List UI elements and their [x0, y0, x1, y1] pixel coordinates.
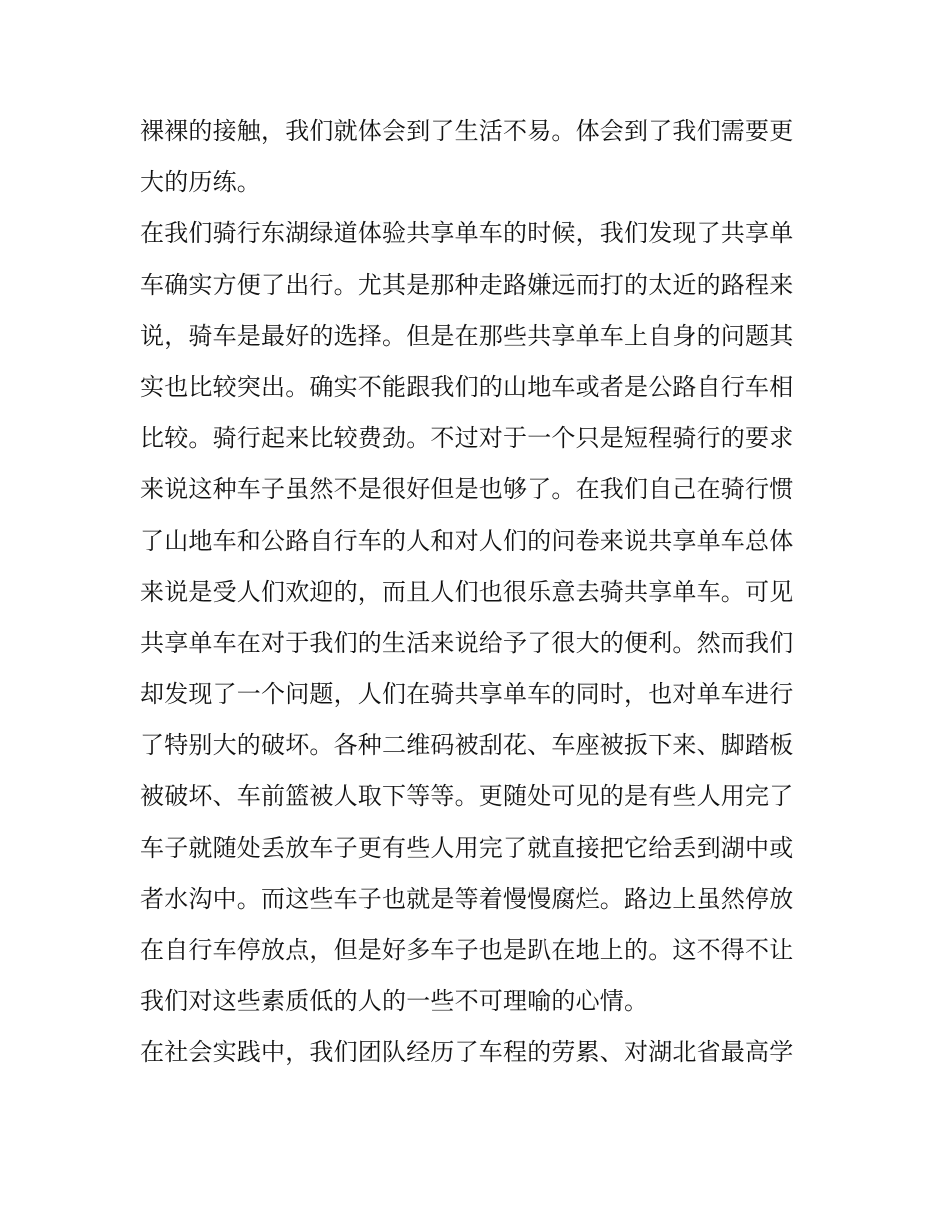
text-line: 比较。骑行起来比较费劲。不过对于一个只是短程骑行的要求 — [140, 424, 794, 453]
text-line: 却发现了一个问题，人们在骑共享单车的同时，也对单车进行 — [140, 680, 794, 709]
text-line: 在我们骑行东湖绿道体验共享单车的时候，我们发现了共享单 — [140, 219, 794, 248]
text-line: 共享单车在对于我们的生活来说给予了很大的便利。然而我们 — [140, 628, 794, 657]
text-line: 车子就随处丢放车子更有些人用完了就直接把它给丢到湖中或 — [140, 833, 794, 862]
text-line: 来说是受人们欢迎的，而且人们也很乐意去骑共享单车。可见 — [140, 577, 794, 606]
text-line: 实也比较突出。确实不能跟我们的山地车或者是公路自行车相 — [140, 372, 794, 401]
text-line: 来说这种车子虽然不是很好但是也够了。在我们自己在骑行惯 — [140, 475, 794, 504]
text-line: 被破坏、车前篮被人取下等等。更随处可见的是有些人用完了 — [140, 782, 794, 811]
text-line: 者水沟中。而这些车子也就是等着慢慢腐烂。路边上虽然停放 — [140, 884, 794, 913]
text-line: 我们对这些素质低的人的一些不可理喻的心情。 — [140, 987, 649, 1016]
text-line: 说，骑车是最好的选择。但是在那些共享单车上自身的问题其 — [140, 321, 794, 350]
text-line: 在社会实践中，我们团队经历了车程的劳累、对湖北省最高学 — [140, 1038, 794, 1067]
body-text — [140, 106, 830, 1079]
text-line: 大的历练。 — [140, 168, 261, 197]
text-line: 了特别大的破坏。各种二维码被刮花、车座被扳下来、脚踏板 — [140, 731, 794, 760]
text-line: 在自行车停放点，但是好多车子也是趴在地上的。这不得不让 — [140, 936, 794, 964]
text-line: 了山地车和公路自行车的人和对人们的问卷来说共享单车总体 — [140, 526, 794, 555]
text-line: 裸裸的接触，我们就体会到了生活不易。体会到了我们需要更 — [140, 117, 794, 145]
text-line: 车确实方便了出行。尤其是那种走路嫌远而打的太近的路程来 — [140, 270, 794, 299]
